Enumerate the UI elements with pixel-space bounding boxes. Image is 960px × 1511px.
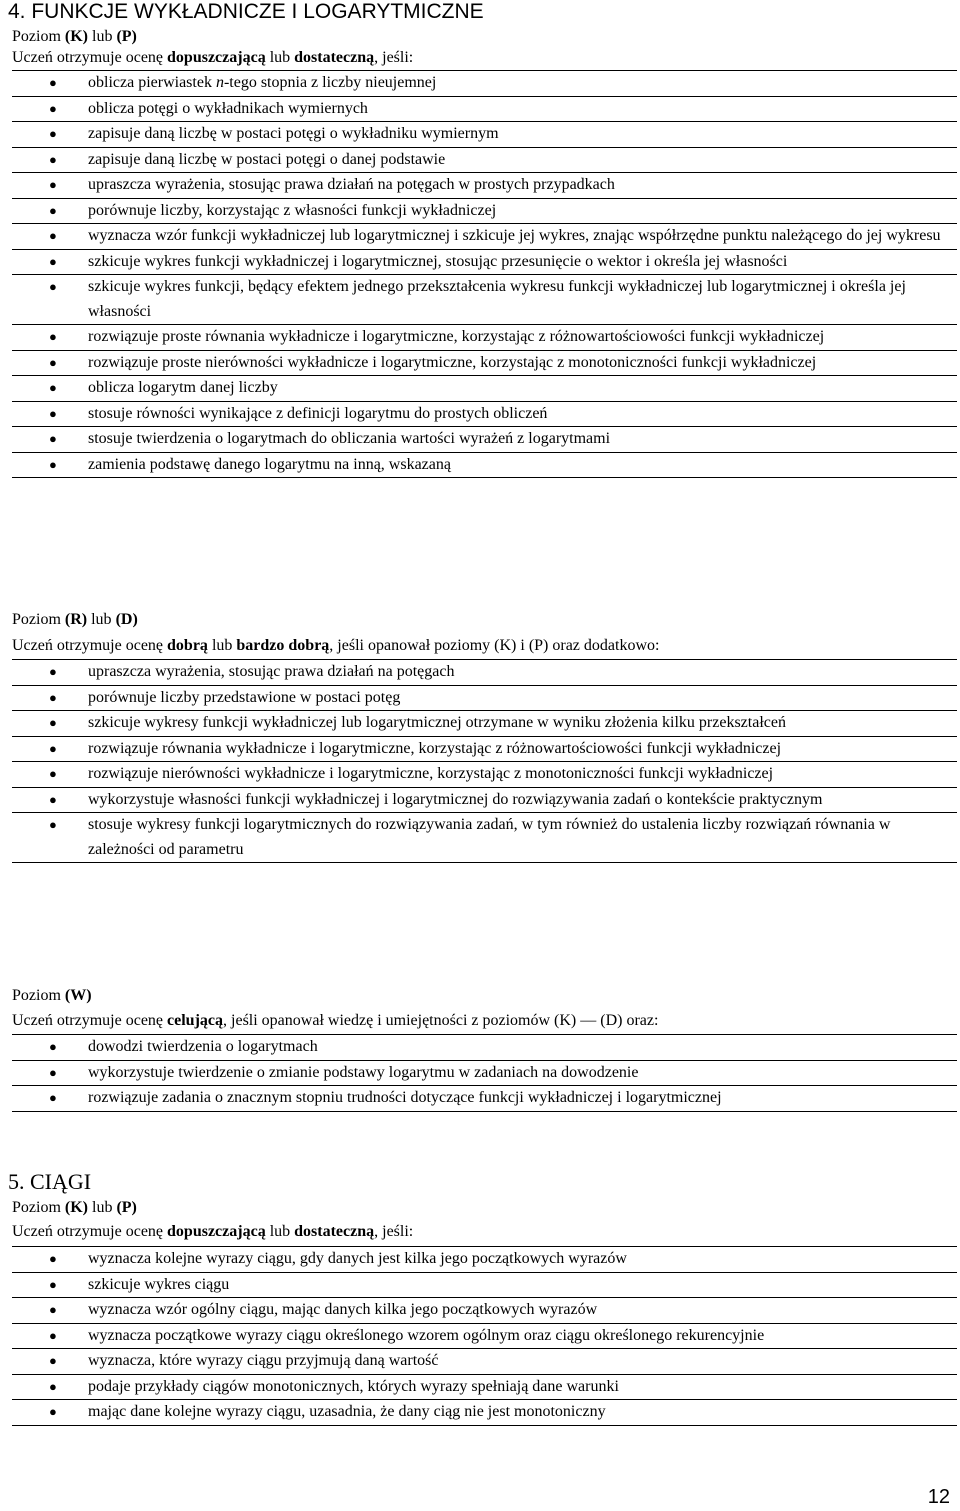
list-item: ● rozwiązuje proste nierówności wykładnicze i logarytmiczne, korzystając z monotoniczności funkcji wykładniczej (12, 351, 957, 377)
list-item: ● szkicuje wykres ciągu (12, 1273, 957, 1299)
list-item: ● szkicuje wykresy funkcji wykładniczej lub logarytmicznej otrzymane w wyniku złożenia kilku przekształceń (12, 711, 957, 737)
bullet-icon: ● (49, 791, 57, 807)
list-item: ● oblicza potęgi o wykładnikach wymiernych (12, 97, 957, 123)
bullet-icon: ● (49, 1276, 57, 1292)
list-item: ● zamienia podstawę danego logarytmu na inną, wskazaną (12, 453, 957, 478)
bullet-icon: ● (49, 1064, 57, 1080)
bullet-icon: ● (49, 766, 57, 781)
bullet-icon: ● (49, 126, 57, 141)
list-item: ● upraszcza wyrażenia, stosując prawa działań na potęgach (12, 660, 957, 686)
requirements-list (12, 1034, 957, 1112)
bullet-icon: ● (49, 380, 57, 395)
bullet-icon: ● (49, 1327, 57, 1343)
bullet-icon: ● (49, 715, 57, 730)
list-item: ● stosuje wykresy funkcji logarytmicznych do rozwiązywania zadań, w tym również do ustalenia liczby rozwiązań równania w zależności od parametru (12, 813, 957, 862)
list-item: ● rozwiązuje zadania o znacznym stopniu trudności dotyczące funkcji wykładniczej i logarytmicznej (12, 1086, 957, 1111)
bullet-icon: ● (49, 1090, 57, 1105)
list-item: ● stosuje równości wynikające z definicji logarytmu do prostych obliczeń (12, 402, 957, 428)
list-item: ● wykorzystuje własności funkcji wykładniczej i logarytmicznej do rozwiązywania zadań o kontekście praktycznym (12, 788, 957, 814)
level-heading: Poziom (K) lub (P) (12, 28, 137, 45)
list-item: ● stosuje twierdzenia o logarytmach do obliczania wartości wyrażeń z logarytmami (12, 427, 957, 453)
list-item: ● wyznacza początkowe wyrazy ciągu określonego wzorem ogólnym oraz ciągu określonego rekurencyjnie (12, 1324, 957, 1350)
level-heading: Poziom (W) (12, 987, 92, 1004)
bullet-icon: ● (49, 279, 57, 294)
bullet-icon: ● (49, 253, 57, 269)
list-item: ● szkicuje wykres funkcji wykładniczej i logarytmicznej, stosując przesunięcie o wektor i określa jej własności (12, 250, 957, 276)
list-item: ● porównuje liczby przedstawione w postaci potęg (12, 686, 957, 712)
list-item: ● wyznacza wzór ogólny ciągu, mając danych kilka jego początkowych wyrazów (12, 1298, 957, 1324)
bullet-icon: ● (49, 75, 57, 90)
grade-intro: Uczeń otrzymuje ocenę dobrą lub bardzo dobrą, jeśli opanował poziomy (K) i (P) oraz dodatkowo: (12, 637, 660, 654)
bullet-icon: ● (49, 1302, 57, 1317)
bullet-icon: ● (49, 689, 57, 705)
bullet-icon: ● (49, 1039, 57, 1054)
bullet-icon: ● (49, 151, 57, 167)
list-item: ● rozwiązuje równania wykładnicze i logarytmiczne, korzystając z różnowartościowości funkcji wykładniczej (12, 737, 957, 763)
bullet-icon: ● (49, 817, 57, 832)
list-item: ● zapisuje daną liczbę w postaci potęgi o danej podstawie (12, 148, 957, 174)
bullet-icon: ● (49, 1251, 57, 1266)
level-heading: Poziom (R) lub (D) (12, 611, 138, 628)
bullet-icon: ● (49, 354, 57, 370)
section-title: 5. CIĄGI (8, 1169, 92, 1194)
bullet-icon: ● (49, 740, 57, 756)
list-item: ● oblicza logarytm danej liczby (12, 376, 957, 402)
bullet-icon: ● (49, 664, 57, 679)
bullet-icon: ● (49, 431, 57, 446)
requirements-list (12, 659, 957, 863)
requirements-list (12, 70, 957, 478)
bullet-icon: ● (49, 1353, 57, 1368)
section-title: 4. FUNKCJE WYKŁADNICZE I LOGARYTMICZNE (8, 0, 484, 23)
bullet-icon: ● (49, 456, 57, 472)
grade-intro: Uczeń otrzymuje ocenę dopuszczającą lub dostateczną, jeśli: (12, 49, 414, 66)
list-item: ● podaje przykłady ciągów monotonicznych, których wyrazy spełniają dane warunki (12, 1375, 957, 1401)
list-item: ● rozwiązuje nierówności wykładnicze i logarytmiczne, korzystając z monotoniczności funkcji wykładniczej (12, 762, 957, 788)
list-item: ● mając dane kolejne wyrazy ciągu, uzasadnia, że dany ciąg nie jest monotoniczny (12, 1400, 957, 1425)
list-item: ● oblicza pierwiastek n-tego stopnia z liczby nieujemnej (12, 71, 957, 97)
bullet-icon: ● (49, 228, 57, 243)
list-item: ● wyznacza kolejne wyrazy ciągu, gdy danych jest kilka jego początkowych wyrazów (12, 1247, 957, 1273)
list-item: ● dowodzi twierdzenia o logarytmach (12, 1035, 957, 1061)
bullet-icon: ● (49, 1404, 57, 1419)
bullet-icon: ● (49, 329, 57, 344)
bullet-icon: ● (49, 405, 57, 421)
bullet-icon: ● (49, 1378, 57, 1394)
bullet-icon: ● (49, 100, 57, 116)
list-item: ● wyznacza, które wyrazy ciągu przyjmują daną wartość (12, 1349, 957, 1375)
level-heading: Poziom (K) lub (P) (12, 1199, 137, 1216)
list-item: ● wykorzystuje twierdzenie o zmianie podstawy logarytmu w zadaniach na dowodzenie (12, 1061, 957, 1087)
list-item: ● upraszcza wyrażenia, stosując prawa działań na potęgach w prostych przypadkach (12, 173, 957, 199)
grade-intro: Uczeń otrzymuje ocenę celującą, jeśli opanował wiedzę i umiejętności z poziomów (K) — (D) oraz: (12, 1012, 659, 1029)
list-item: ● wyznacza wzór funkcji wykładniczej lub logarytmicznej i szkicuje jej wykres, znając współrzędne punktu należącego do jej wykresu (12, 224, 957, 250)
list-item: ● zapisuje daną liczbę w postaci potęgi o wykładniku wymiernym (12, 122, 957, 148)
requirements-list (12, 1246, 957, 1426)
bullet-icon: ● (49, 177, 57, 192)
bullet-icon: ● (49, 202, 57, 218)
page-number: 12 (927, 1486, 950, 1508)
list-item: ● szkicuje wykres funkcji, będący efektem jednego przekształcenia wykresu funkcji wykładniczej lub logarytmicznej i określa jej własności (12, 275, 957, 325)
list-item: ● rozwiązuje proste równania wykładnicze i logarytmiczne, korzystając z różnowartościowości funkcji wykładniczej (12, 325, 957, 351)
list-item: ● porównuje liczby, korzystając z własności funkcji wykładniczej (12, 199, 957, 225)
grade-intro: Uczeń otrzymuje ocenę dopuszczającą lub dostateczną, jeśli: (12, 1223, 414, 1240)
